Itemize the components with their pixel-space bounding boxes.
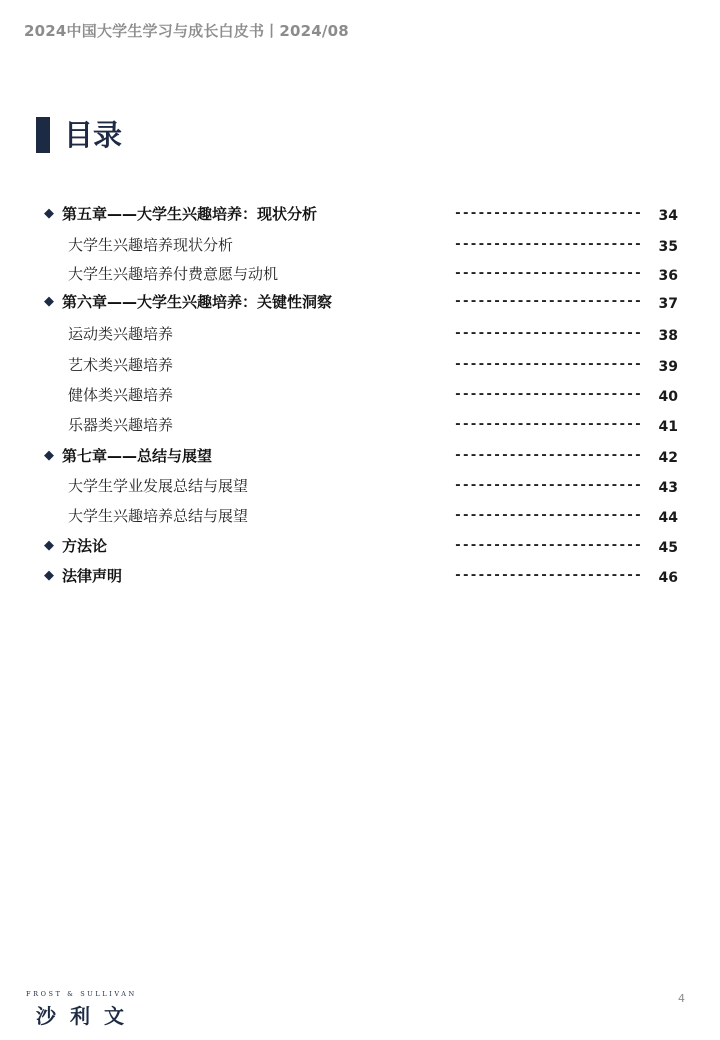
toc-entry-label: 法律声明 [62, 567, 123, 585]
frost-sullivan-logo [26, 990, 156, 1026]
toc-leader: ------------------------ [454, 357, 642, 372]
toc-leader: ------------------------ [454, 266, 642, 281]
toc-entry-page: 40 [658, 389, 678, 405]
toc-entry-label: 乐器类兴趣培养 [68, 416, 174, 434]
toc-entry[interactable] [0, 231, 720, 259]
toc-leader: ------------------------ [454, 508, 642, 523]
toc-entry-page: 39 [658, 359, 678, 375]
heading-accent-bar [36, 117, 50, 153]
toc-leader: ------------------------ [454, 448, 642, 463]
toc-entry-page: 43 [658, 480, 678, 496]
toc-entry-label: 大学生兴趣培养付费意愿与动机 [68, 265, 279, 283]
toc-entry-label: 艺术类兴趣培养 [68, 356, 174, 374]
toc-entry-page: 44 [658, 510, 678, 526]
toc-leader: ------------------------ [454, 538, 642, 553]
toc-entry-page: 45 [658, 540, 678, 556]
toc-entry-page: 42 [658, 450, 678, 466]
toc-leader: ------------------------ [454, 478, 642, 493]
toc-heading [36, 116, 122, 154]
toc-entry-label: 运动类兴趣培养 [68, 325, 174, 343]
document-header-title: 2024中国大学生学习与成长白皮书丨2024/08 [24, 22, 349, 40]
toc-entry[interactable] [0, 472, 720, 500]
toc-leader: ------------------------ [454, 206, 642, 221]
toc-entry[interactable] [0, 320, 720, 348]
toc-entry-label: 健体类兴趣培养 [68, 386, 174, 404]
toc-leader: ------------------------ [454, 237, 642, 252]
toc-entry[interactable] [0, 381, 720, 409]
toc-entry-label: 大学生兴趣培养总结与展望 [68, 507, 249, 525]
toc-entry[interactable] [0, 502, 720, 530]
toc-entry-label: 大学生学业发展总结与展望 [68, 477, 249, 495]
toc-entry[interactable] [0, 411, 720, 439]
toc-entry[interactable] [0, 442, 720, 470]
toc-entry-page: 38 [658, 328, 678, 344]
toc-entry[interactable] [0, 200, 720, 228]
toc-entry[interactable] [0, 351, 720, 379]
toc-entry-page: 46 [658, 570, 678, 586]
toc-entry-page: 35 [658, 239, 678, 255]
logo-chinese-text: 沙利文 [36, 1004, 138, 1028]
diamond-icon: ◆ [44, 538, 54, 553]
toc-entry-label: 大学生兴趣培养现状分析 [68, 236, 234, 254]
toc-entry-page: 37 [658, 296, 678, 312]
toc-entry[interactable] [0, 288, 720, 316]
toc-entry-label: 第六章——大学生兴趣培养：关键性洞察 [62, 293, 333, 311]
toc-leader: ------------------------ [454, 326, 642, 341]
toc-entry-page: 34 [658, 208, 678, 224]
toc-leader: ------------------------ [454, 294, 642, 309]
toc-entry[interactable] [0, 532, 720, 560]
diamond-icon: ◆ [44, 206, 54, 221]
toc-entry-page: 36 [658, 268, 678, 284]
toc-leader: ------------------------ [454, 417, 642, 432]
toc-entry-label: 方法论 [62, 537, 108, 555]
diamond-icon: ◆ [44, 448, 54, 463]
toc-leader: ------------------------ [454, 387, 642, 402]
page-number: 4 [678, 992, 685, 1005]
toc-entry-label: 第五章——大学生兴趣培养：现状分析 [62, 205, 318, 223]
logo-english-text: FROST & SULLIVAN [26, 990, 137, 998]
toc-entry[interactable] [0, 562, 720, 590]
diamond-icon: ◆ [44, 568, 54, 583]
toc-entry[interactable] [0, 260, 720, 288]
toc-entry-page: 41 [658, 419, 678, 435]
toc-entry-label: 第七章——总结与展望 [62, 447, 213, 465]
diamond-icon: ◆ [44, 294, 54, 309]
toc-heading-text: 目录 [64, 118, 123, 152]
toc-leader: ------------------------ [454, 568, 642, 583]
